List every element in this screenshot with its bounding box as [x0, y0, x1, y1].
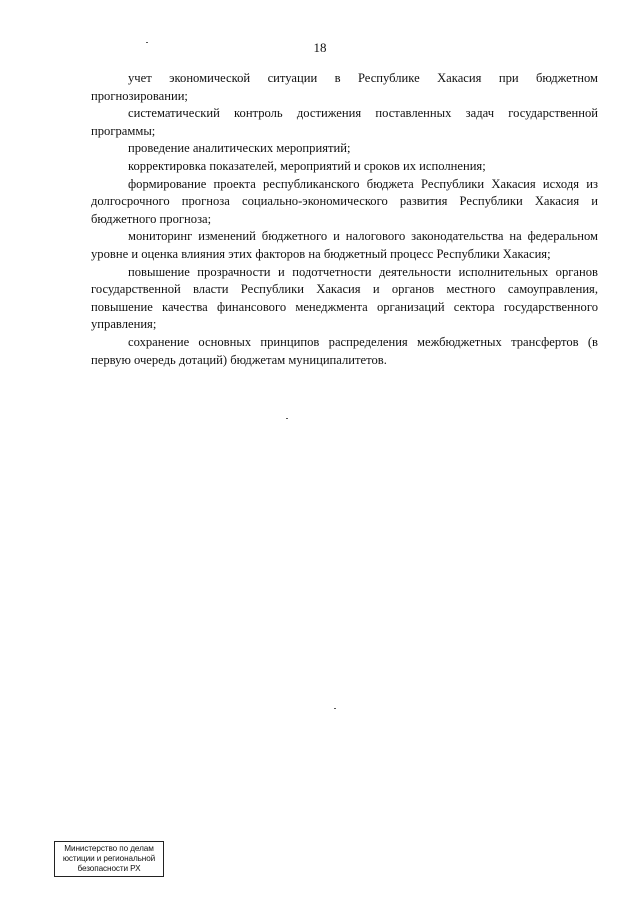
- paragraph: систематический контроль достижения поставленных задач государственной программы;: [91, 106, 598, 138]
- stamp-line: безопасности РХ: [77, 864, 141, 873]
- paragraph: учет экономической ситуации в Республике Хакасия при бюджетном прогнозировании;: [91, 71, 598, 103]
- ministry-stamp: [54, 841, 164, 877]
- scan-speck: [286, 418, 288, 419]
- paragraph: повышение прозрачности и подотчетности деятельности исполнительных органов государственной власти Республики Хакасия и органов местного самоуправления, повышение качества финансового менеджмента организаций сектора государственного управления;: [91, 264, 598, 332]
- scan-speck: [334, 708, 336, 709]
- paragraph: корректировка показателей, мероприятий и сроков их исполнения;: [128, 158, 486, 173]
- paragraph: формирование проекта республиканского бюджета Республики Хакасия исходя из долгосрочного прогноза социально-экономического развития Республики Хакасия и бюджетного прогноза;: [91, 176, 598, 226]
- paragraph: мониторинг изменений бюджетного и налогового законодательства на федеральном уровне и оценка влияния этих факторов на бюджетный процесс Республики Хакасия;: [91, 229, 598, 261]
- document-body: [91, 70, 598, 369]
- scan-speck: [146, 42, 148, 43]
- stamp-line: Министерство по делам: [64, 844, 154, 853]
- stamp-line: юстиции и региональной: [62, 854, 156, 863]
- paragraph: проведение аналитических мероприятий;: [128, 141, 351, 156]
- page-number: 18: [313, 40, 327, 55]
- paragraph: сохранение основных принципов распределения межбюджетных трансфертов (в первую очередь дотаций) бюджетам муниципалитетов.: [91, 334, 598, 367]
